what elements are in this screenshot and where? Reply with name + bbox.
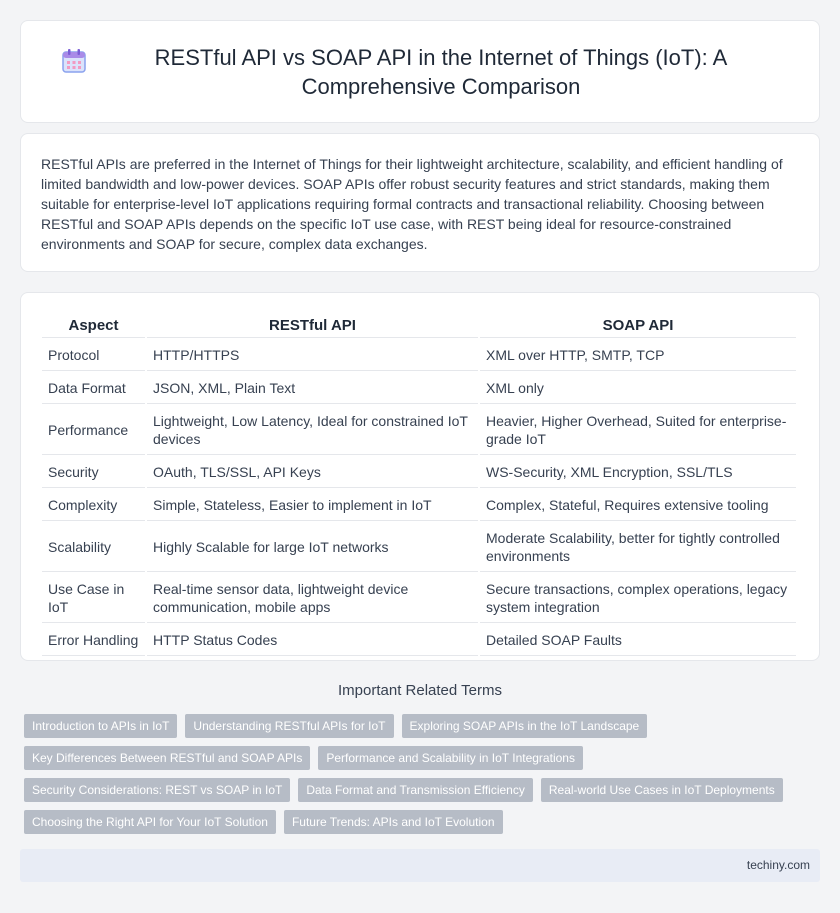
calendar-icon: [60, 47, 88, 75]
restful-cell: HTTP Status Codes: [147, 625, 478, 656]
header-aspect: Aspect: [42, 314, 145, 338]
table-row: [42, 490, 796, 521]
related-terms-list: [24, 714, 824, 842]
table-row: [42, 625, 796, 656]
footer: [20, 849, 820, 882]
page-title: RESTful API vs SOAP API in the Internet of Things (IoT): A Comprehensive Comparison: [154, 44, 728, 99]
comparison-card: [20, 292, 820, 661]
soap-cell: Heavier, Higher Overhead, Suited for enterprise-grade IoT: [480, 406, 796, 455]
soap-cell: XML only: [480, 373, 796, 404]
restful-cell: HTTP/HTTPS: [147, 340, 478, 371]
related-term-tag[interactable]: Choosing the Right API for Your IoT Solution: [24, 810, 276, 834]
table-row: [42, 574, 796, 623]
tag-row: [24, 746, 824, 770]
related-term-tag[interactable]: Future Trends: APIs and IoT Evolution: [284, 810, 503, 834]
aspect-cell: Security: [42, 457, 145, 488]
tag-row: [24, 714, 824, 738]
intro-card: [20, 133, 820, 272]
aspect-cell: Performance: [42, 406, 145, 455]
related-term-tag[interactable]: Understanding RESTful APIs for IoT: [185, 714, 393, 738]
restful-cell: Simple, Stateless, Easier to implement in IoT: [147, 490, 478, 521]
title-row: [60, 43, 780, 101]
related-term-tag[interactable]: Key Differences Between RESTful and SOAP APIs: [24, 746, 310, 770]
soap-cell: XML over HTTP, SMTP, TCP: [480, 340, 796, 371]
soap-cell: Moderate Scalability, better for tightly controlled environments: [480, 523, 796, 572]
aspect-cell: Data Format: [42, 373, 145, 404]
related-term-tag[interactable]: Security Considerations: REST vs SOAP in IoT: [24, 778, 290, 802]
table-row: [42, 373, 796, 404]
soap-cell: Secure transactions, complex operations, legacy system integration: [480, 574, 796, 623]
tag-row: [24, 778, 824, 802]
aspect-cell: Protocol: [42, 340, 145, 371]
aspect-cell: Scalability: [42, 523, 145, 572]
header-restful: RESTful API: [147, 314, 478, 338]
table-row: [42, 457, 796, 488]
header-soap: SOAP API: [480, 314, 796, 338]
restful-cell: Highly Scalable for large IoT networks: [147, 523, 478, 572]
table-header-row: [42, 314, 796, 338]
related-term-tag[interactable]: Real-world Use Cases in IoT Deployments: [541, 778, 783, 802]
title-card: [20, 20, 820, 123]
comparison-table: [40, 312, 798, 658]
restful-cell: Real-time sensor data, lightweight device communication, mobile apps: [147, 574, 478, 623]
related-term-tag[interactable]: Performance and Scalability in IoT Integrations: [318, 746, 583, 770]
restful-cell: OAuth, TLS/SSL, API Keys: [147, 457, 478, 488]
related-terms-heading: Important Related Terms: [338, 682, 502, 699]
restful-cell: JSON, XML, Plain Text: [147, 373, 478, 404]
aspect-cell: Complexity: [42, 490, 145, 521]
footer-site-link[interactable]: techiny.com: [746, 858, 810, 872]
related-term-tag[interactable]: Data Format and Transmission Efficiency: [298, 778, 533, 802]
table-row: [42, 406, 796, 455]
table-row: [42, 523, 796, 572]
aspect-cell: Use Case in IoT: [42, 574, 145, 623]
table-row: [42, 340, 796, 371]
soap-cell: Complex, Stateful, Requires extensive tooling: [480, 490, 796, 521]
related-term-tag[interactable]: Introduction to APIs in IoT: [24, 714, 177, 738]
tag-row: [24, 810, 824, 834]
related-term-tag[interactable]: Exploring SOAP APIs in the IoT Landscape: [402, 714, 648, 738]
soap-cell: WS-Security, XML Encryption, SSL/TLS: [480, 457, 796, 488]
restful-cell: Lightweight, Low Latency, Ideal for constrained IoT devices: [147, 406, 478, 455]
soap-cell: Detailed SOAP Faults: [480, 625, 796, 656]
intro-paragraph: RESTful APIs are preferred in the Internet of Things for their lightweight architecture, scalability, and efficient handling of limited bandwidth and low-power devices. SOAP APIs offer robust security features and strict standards, making them suitable for enterprise-level IoT applications requiring formal contracts and transactional reliability. Choosing between RESTful and SOAP APIs depends on the specific IoT use case, with REST being ideal for resource-constrained environments and SOAP for secure, complex data exchanges.: [41, 156, 783, 252]
aspect-cell: Error Handling: [42, 625, 145, 656]
